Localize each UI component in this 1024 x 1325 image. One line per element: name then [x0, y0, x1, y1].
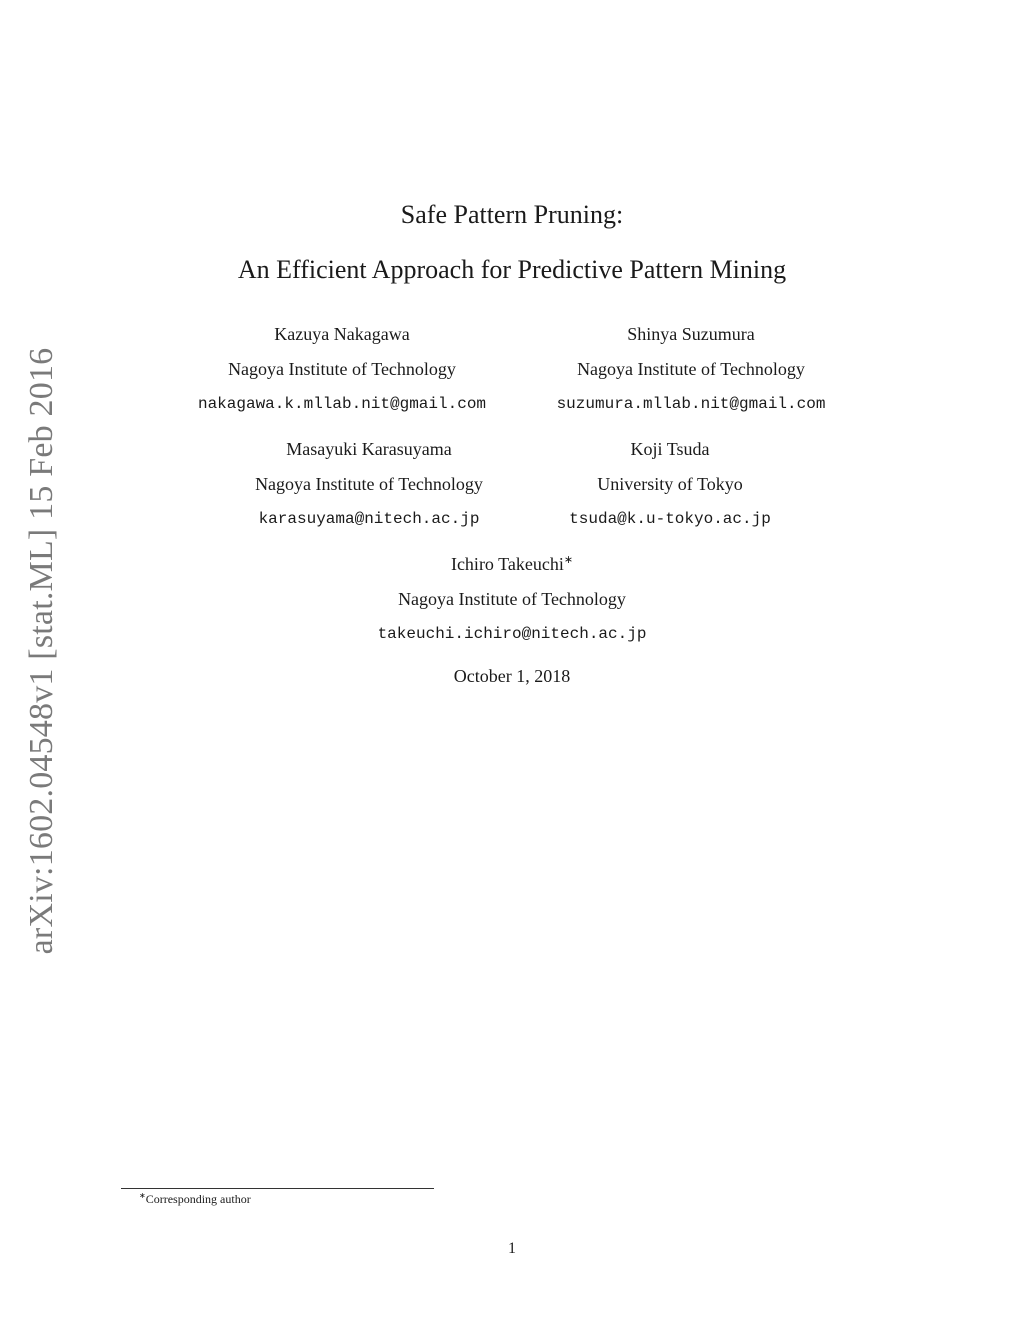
author-name: Kazuya Nakagawa: [274, 324, 410, 344]
author-affiliation: Nagoya Institute of Technology: [398, 589, 626, 609]
author-block: [162, 324, 522, 414]
author-email: karasuyama@nitech.ac.jp: [258, 510, 480, 528]
author-name: Shinya Suzumura: [627, 324, 755, 344]
author-name-text: Ichiro Takeuchi: [450, 554, 564, 574]
paper-date: October 1, 2018: [453, 666, 571, 686]
author-block: [490, 439, 850, 529]
paper-title: Safe Pattern Pruning:: [400, 200, 624, 229]
author-email: suzumura.mllab.nit@gmail.com: [556, 395, 826, 413]
arxiv-identifier: arXiv:1602.04548v1 [stat.ML] 15 Feb 2016: [23, 347, 60, 955]
author-email: nakagawa.k.mllab.nit@gmail.com: [197, 395, 487, 413]
footnote-rule: [121, 1188, 434, 1189]
author-email: takeuchi.ichiro@nitech.ac.jp: [377, 625, 647, 643]
author-affiliation: Nagoya Institute of Technology: [577, 359, 805, 379]
author-name: [332, 554, 692, 574]
footnote-mark: ∗: [139, 1191, 146, 1200]
author-name: Masayuki Karasuyama: [286, 439, 452, 459]
author-email: tsuda@k.u-tokyo.ac.jp: [569, 510, 771, 528]
author-block: [332, 554, 692, 644]
footnote-text: Corresponding author: [145, 1192, 251, 1206]
author-block: [511, 324, 871, 414]
author-affiliation: University of Tokyo: [597, 474, 743, 494]
corresponding-author-mark: ∗: [563, 554, 574, 566]
page-number: 1: [508, 1240, 516, 1257]
author-name: Koji Tsuda: [630, 439, 710, 459]
author-affiliation: Nagoya Institute of Technology: [255, 474, 483, 494]
footnote: [139, 1192, 251, 1207]
author-affiliation: Nagoya Institute of Technology: [228, 359, 456, 379]
paper-subtitle: An Efficient Approach for Predictive Pattern Mining: [237, 255, 787, 284]
